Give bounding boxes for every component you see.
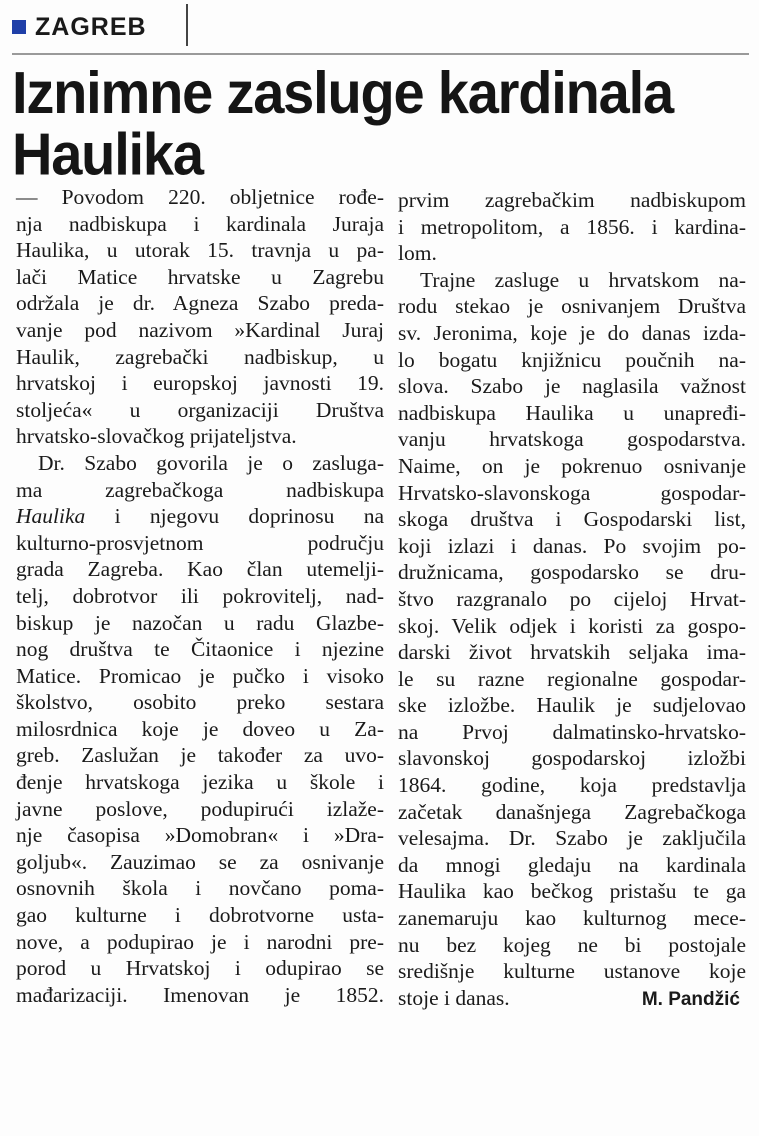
article-column-left (16, 184, 384, 1008)
text-line: lom. (398, 241, 437, 266)
text-line: družnicama, gospodarsko se dru- (398, 560, 746, 585)
text-line: le su razne regionalne gospodar- (398, 666, 746, 691)
text-line: gao kulturne i dobrotvorne usta- (16, 903, 384, 928)
text-line: Haulika i njegovu doprinosu na (16, 504, 384, 529)
text-line: greb. Zaslužan je također za uvo- (16, 743, 384, 768)
text-line: goljub«. Zauzimao se za osnivanje (16, 849, 384, 874)
text-line: štvo razgranalo po cijeloj Hrvat- (398, 586, 746, 611)
section-tag (12, 10, 147, 44)
text-line: 1864. godine, koja predstavlja (398, 773, 746, 798)
text-line: središnje kulturne ustanove koje (398, 959, 746, 984)
text-line: darski život hrvatskih seljaka ima- (398, 640, 746, 665)
headline: Iznimne zasluge kardinala Haulika (12, 58, 673, 188)
text-line: biskup je nazočan u radu Glazbe- (16, 610, 384, 635)
text-line: Hrvatsko-slavonskoga gospodar- (398, 480, 746, 505)
text-line: Haulika kao bečkog pristašu te ga (398, 879, 746, 904)
text-line: nja nadbiskupa i kardinala Juraja (16, 211, 384, 236)
text-line: nove, a podupirao je i narodni pre- (16, 929, 384, 954)
text-line: slova. Szabo je naglasila važnost (398, 374, 746, 399)
text-line: Haulik, zagrebački nadbiskup, u (16, 344, 384, 369)
article-column-right (398, 187, 746, 1011)
text-line: Trajne zasluge u hrvatskom na- (420, 267, 746, 292)
emphasized-name: Haulika (16, 504, 86, 529)
text-line: lo bogatu knjižnicu poučnih na- (398, 347, 746, 372)
text-line: zanemaruju kao kulturnog mece- (398, 906, 746, 931)
text-line: đenje hrvatskoga jezika u škole i (16, 770, 384, 795)
text-line: nog društva te Čitaonice i njezine (16, 637, 384, 662)
text-line: skoga društva i Gospodarski list, (398, 507, 746, 532)
text-line: mađarizaciji. Imenovan je 1852. (16, 982, 384, 1007)
text-line: i metropolitom, a 1856. i kardina- (398, 214, 746, 239)
text-line: ske izložbe. Haulik je sudjelovao (398, 693, 746, 718)
text-line: rodu stekao je osnivanjem Društva (398, 294, 746, 319)
text-line: grada Zagreba. Kao član utemelji- (16, 557, 384, 582)
text-line: slavonskoj gospodarskoj izložbi (398, 746, 746, 771)
text-line: ma zagrebačkoga nadbiskupa (16, 477, 384, 502)
header-rule (12, 53, 749, 55)
text-line: školstvo, osobito preko sestara (16, 690, 384, 715)
text-line: sv. Jeronima, koje je do danas izda- (398, 320, 746, 345)
author-byline: M. Pandžić (641, 988, 740, 1010)
text-line: milosrdnica koje je doveo u Za- (16, 716, 384, 741)
text-line: da mnogi gledaju na kardinala (398, 852, 746, 877)
text-line: hrvatsko-slovačkog prijateljstva. (16, 424, 297, 449)
text-line: kulturno-prosvjetnom području (16, 530, 384, 555)
text-line: javne poslove, podupirući izlaže- (16, 796, 384, 821)
text-line: Dr. Szabo govorila je o zasluga- (38, 450, 384, 475)
section-label: ZAGREB (35, 12, 147, 41)
text-line: — Povodom 220. obljetnice rođe- (16, 185, 384, 209)
text-line: nadbiskupa Haulika u unapređi- (398, 400, 746, 425)
text-line: Matice. Promicao je pučko i visoko (16, 663, 384, 688)
text-line: hrvatskoj i europskoj javnosti 19. (16, 371, 384, 396)
text-line: stoljeća« u organizaciji Društva (16, 397, 384, 422)
text-line: začetak današnjega Zagrebačkoga (398, 799, 746, 824)
text-line: vanju hrvatskoga gospodarstva. (398, 427, 746, 452)
text-line: održala je dr. Agneza Szabo preda- (16, 291, 384, 316)
text-line: Naime, on je pokrenuo osnivanje (398, 453, 746, 478)
text-line: prvim zagrebačkim nadbiskupom (398, 188, 746, 212)
text-line: velesajma. Dr. Szabo je zaključila (398, 826, 746, 851)
text-line: Haulika, u utorak 15. travnja u pa- (16, 238, 384, 263)
text-line: osnovnih škola i novčano poma- (16, 876, 384, 901)
text-line: telj, dobrotvor ili pokrovitelj, nad- (16, 583, 384, 608)
text-line: nu bez kojeg ne bi postojale (398, 932, 746, 957)
text-line: na Prvoj dalmatinsko-hrvatsko- (398, 719, 746, 744)
text-line: nje časopisa »Domobran« i »Dra- (16, 823, 384, 848)
square-icon (12, 20, 26, 34)
closing-line (398, 985, 746, 1012)
text-line: lači Matice hrvatske u Zagrebu (16, 264, 384, 289)
section-divider (186, 4, 188, 46)
text-line: vanje pod nazivom »Kardinal Juraj (16, 317, 384, 342)
text-line: skoj. Velik odjek i koristi za gospo- (398, 613, 746, 638)
text-line: koji izlazi i danas. Po svojim po- (398, 533, 746, 558)
text-line: porod u Hrvatskoj i odupirao se (16, 956, 384, 981)
text-line: stoje i danas. (398, 985, 510, 1010)
